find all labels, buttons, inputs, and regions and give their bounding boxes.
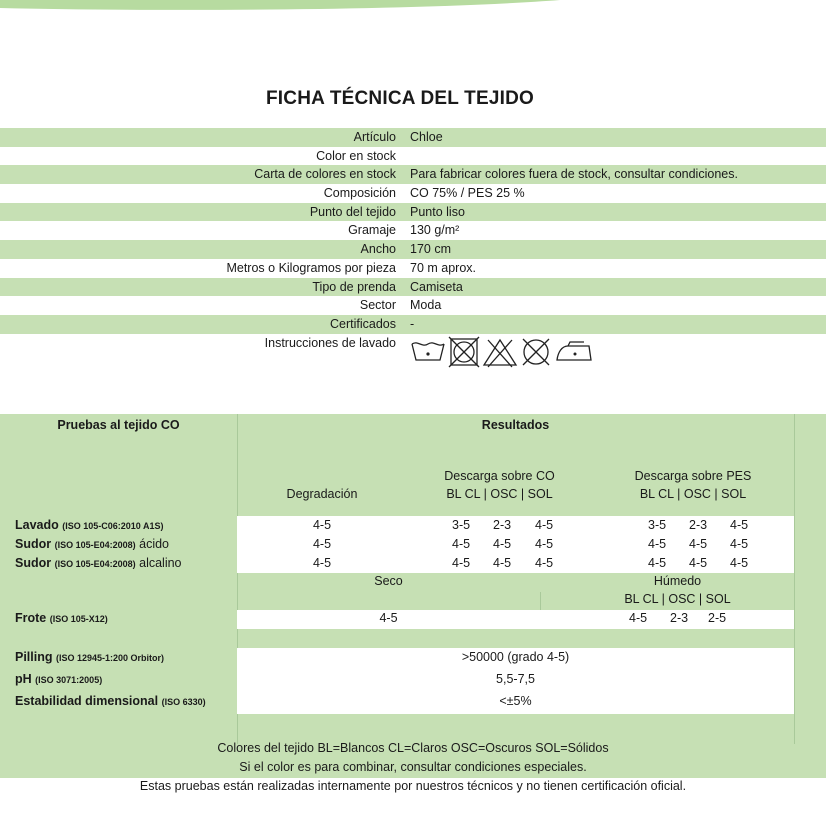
- spec-label: Metros o Kilogramos por pieza: [226, 260, 396, 275]
- spec-label: Ancho: [360, 242, 396, 257]
- value-pes-sol: 4-5: [730, 537, 749, 551]
- spec-value: Moda: [410, 298, 442, 313]
- value-pes-osc: 4-5: [689, 537, 708, 551]
- test-label-sudor-alcalino: Sudor (ISO 105-E04:2008) alcalino: [15, 556, 182, 570]
- spec-row-composicion: [0, 184, 826, 203]
- degradacion-header: Degradación: [286, 487, 358, 501]
- wash-icons: [410, 336, 826, 368]
- value-degradacion: 4-5: [312, 518, 332, 532]
- value-co-osc: 4-5: [493, 537, 512, 551]
- spec-label: Punto del tejido: [309, 204, 396, 219]
- value-co-bl-cl: 4-5: [452, 537, 471, 551]
- spec-value: Camiseta: [410, 279, 463, 294]
- value-pes-bl-cl: 4-5: [648, 556, 667, 570]
- value-ph: 5,5-7,5: [496, 672, 535, 686]
- value-pes-sol: 4-5: [730, 556, 749, 570]
- descarga-pes-header: Descarga sobre PES: [634, 469, 752, 483]
- spec-row-lavado: [0, 334, 826, 364]
- footer-note-colores: Colores del tejido BL=Blancos CL=Claros OSC=Oscuros SOL=Sólidos: [217, 741, 609, 755]
- no-dry-clean-icon: [520, 336, 552, 368]
- spec-label: Instrucciones de lavado: [264, 335, 396, 350]
- iron-low-icon: [554, 336, 594, 366]
- footer-disclaimer: Estas pruebas están realizadas internamente por nuestros técnicos y no tienen certificación oficial.: [139, 779, 687, 793]
- wash-30-icon: [410, 336, 446, 364]
- no-bleach-icon: [482, 336, 518, 368]
- spec-label: Gramaje: [348, 223, 396, 238]
- descarga-co-subheader: BL CL | OSC | SOL: [446, 487, 553, 501]
- spec-row-sector: [0, 296, 826, 315]
- test-label-ph: pH (ISO 3071:2005): [15, 672, 103, 686]
- value-pilling: >50000 (grado 4-5): [461, 650, 570, 664]
- spec-value: CO 75% / PES 25 %: [410, 186, 525, 201]
- header-wave: [0, 0, 826, 14]
- test-label-estabilidad: Estabilidad dimensional (ISO 6330): [15, 694, 206, 708]
- value-co-sol: 4-5: [535, 537, 554, 551]
- value-co-osc: 4-5: [493, 556, 512, 570]
- spec-value: [410, 334, 826, 364]
- spec-value: Para fabricar colores fuera de stock, consultar condiciones.: [410, 167, 738, 182]
- results-column-header: Resultados: [481, 418, 550, 432]
- value-pes-osc: 4-5: [689, 556, 708, 570]
- value-co-sol: 4-5: [535, 556, 554, 570]
- spec-label: Sector: [359, 298, 396, 313]
- value-frote-sol: 2-5: [708, 611, 727, 625]
- spec-row-gramaje: [0, 221, 826, 240]
- value-pes-bl-cl: 3-5: [648, 518, 667, 532]
- test-label-frote: Frote (ISO 105-X12): [15, 611, 108, 625]
- value-pes-bl-cl: 4-5: [648, 537, 667, 551]
- test-label-pilling: Pilling (ISO 12945-1:200 Orbitor): [15, 650, 165, 664]
- spec-value: 70 m aprox.: [410, 260, 477, 275]
- spec-value: -: [410, 316, 415, 331]
- spec-value: 130 g/m²: [410, 223, 460, 238]
- value-pes-osc: 2-3: [689, 518, 708, 532]
- footer-note-combinar: Si el color es para combinar, consultar condiciones especiales.: [239, 760, 587, 774]
- spec-table: [0, 128, 826, 364]
- value-co-bl-cl: 4-5: [452, 556, 471, 570]
- value-frote-osc: 2-3: [670, 611, 689, 625]
- humedo-header: Húmedo: [653, 574, 702, 588]
- spec-row-color-stock: [0, 147, 826, 166]
- value-degradacion: 4-5: [312, 556, 332, 570]
- tests-column-header: Pruebas al tejido CO: [57, 418, 180, 432]
- spec-row-carta: [0, 165, 826, 184]
- spec-row-ancho: [0, 240, 826, 259]
- spec-label: Certificados: [330, 316, 396, 331]
- value-co-osc: 2-3: [493, 518, 512, 532]
- spec-value: [410, 147, 826, 166]
- spec-label: Carta de colores en stock: [254, 167, 396, 182]
- spec-label: Color en stock: [316, 148, 396, 163]
- value-co-sol: 4-5: [535, 518, 554, 532]
- spec-row-prenda: [0, 278, 826, 297]
- value-degradacion: 4-5: [312, 537, 332, 551]
- spec-label: Tipo de prenda: [312, 279, 396, 294]
- no-tumble-dry-icon: [448, 336, 480, 368]
- page-title: FICHA TÉCNICA DEL TEJIDO: [266, 88, 534, 109]
- test-label-sudor-acido: Sudor (ISO 105-E04:2008) ácido: [15, 537, 169, 551]
- spec-value: Chloe: [410, 130, 443, 144]
- spec-value: 170 cm: [410, 242, 451, 257]
- value-pes-sol: 4-5: [730, 518, 749, 532]
- test-label-lavado: Lavado (ISO 105-C06:2010 A1S): [15, 518, 164, 532]
- tests-table: [0, 414, 826, 778]
- value-frote-bl-cl: 4-5: [629, 611, 648, 625]
- humedo-subheader: BL CL | OSC | SOL: [624, 592, 731, 606]
- value-frote-seco: 4-5: [379, 611, 398, 625]
- seco-header: Seco: [374, 574, 403, 588]
- spec-label: Artículo: [353, 130, 396, 144]
- spec-value: Punto liso: [410, 204, 465, 219]
- spec-row-metros: [0, 259, 826, 278]
- value-co-bl-cl: 3-5: [452, 518, 471, 532]
- spec-row-punto: [0, 203, 826, 222]
- spec-row-articulo: [0, 128, 826, 147]
- descarga-co-header: Descarga sobre CO: [444, 469, 555, 483]
- value-estabilidad: <±5%: [499, 694, 532, 708]
- spec-row-certificados: [0, 315, 826, 334]
- spec-label: Composición: [323, 186, 396, 201]
- descarga-pes-subheader: BL CL | OSC | SOL: [639, 487, 747, 501]
